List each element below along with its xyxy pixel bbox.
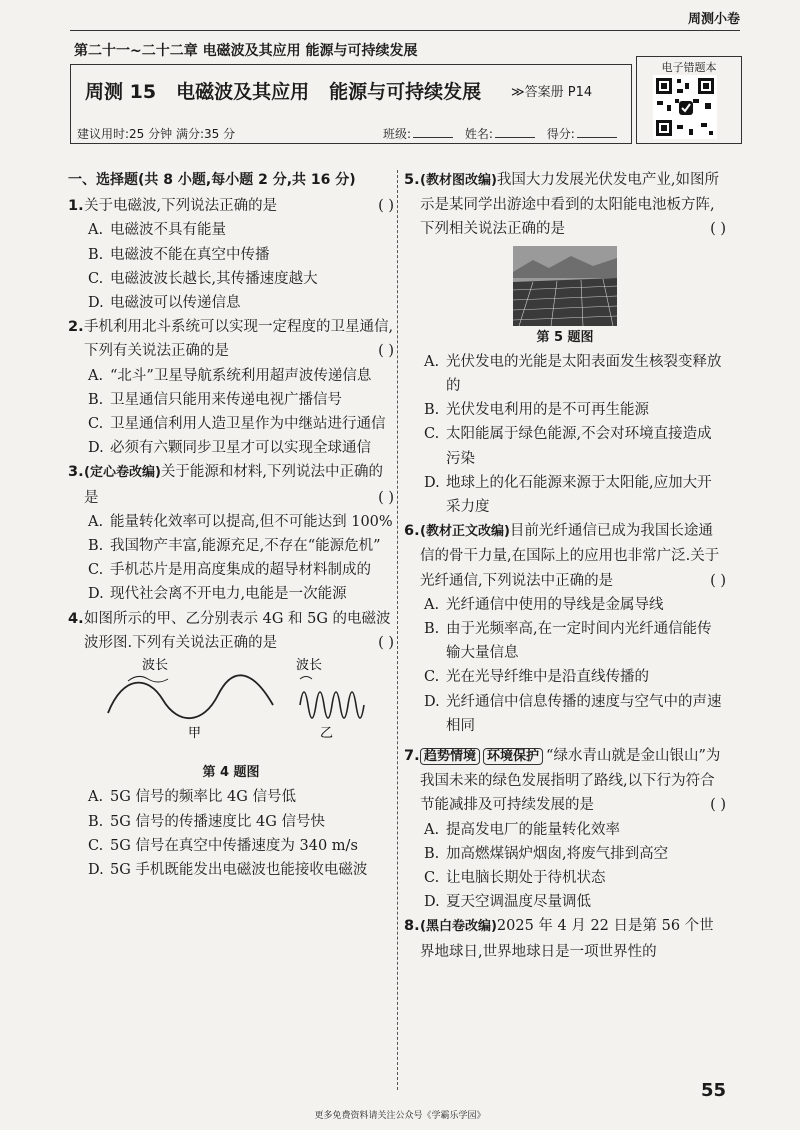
question-number: 7. — [404, 748, 420, 765]
option-6a[interactable]: A. 光纤通信中使用的导线是金属导线 — [424, 596, 664, 613]
option-4c[interactable]: C. 5G 信号在真空中传播速度为 340 m/s — [88, 837, 358, 854]
qr-box — [636, 56, 742, 144]
answer-paren[interactable]: ( ) — [378, 634, 394, 651]
option-2b[interactable]: B. 卫星通信只能用来传递电视广播信号 — [88, 391, 342, 408]
option-7b[interactable]: B. 加高燃煤锅炉烟囱,将废气排到高空 — [424, 845, 669, 862]
question-6 — [404, 519, 726, 593]
badge-trend: 趋势情境 — [420, 748, 480, 765]
source-tag: (定心卷改编) — [84, 465, 161, 481]
left-column — [68, 168, 394, 882]
score-blank[interactable] — [577, 126, 617, 138]
label-jia: 甲 — [188, 726, 202, 742]
figure-5-caption: 第 5 题图 — [536, 329, 594, 345]
answer-paren[interactable]: ( ) — [378, 489, 394, 506]
top-rule — [70, 30, 740, 31]
question-number: 5. — [404, 172, 420, 188]
question-stem: 我国大力发展光伏发电产业,如图所示是某同学出游途中看到的太阳能电池板方阵,下列相关说法正确的是 — [420, 172, 719, 238]
source-tag: (黑白卷改编) — [420, 919, 497, 935]
option-4a[interactable]: A. 5G 信号的频率比 4G 信号低 — [88, 789, 296, 806]
option-6b[interactable]: B. 由于光频率高,在一定时间内光纤通信能传输大量信息 — [424, 621, 712, 662]
question-number: 1. — [68, 198, 84, 215]
time-score: 建议用时:25 分钟 满分:35 分 — [77, 127, 236, 141]
question-1 — [68, 194, 394, 218]
question-number: 6. — [404, 523, 420, 540]
answer-paren[interactable]: ( ) — [710, 572, 726, 589]
option-5c[interactable]: C. 太阳能属于绿色能源,不会对环境直接造成污染 — [424, 426, 712, 467]
question-stem: 关于能源和材料,下列说法中正确的是 — [84, 464, 383, 506]
question-3 — [68, 460, 394, 509]
question-stem: 如图所示的甲、乙分别表示 4G 和 5G 的电磁波波形图.下列有关说法正确的是 — [84, 610, 391, 651]
qr-label: 电子错题本 — [661, 61, 717, 74]
section-heading: 一、选择题(共 8 小题,每小题 2 分,共 16 分) — [68, 172, 356, 188]
question-5 — [404, 168, 726, 242]
label-yi: 乙 — [320, 726, 334, 742]
option-5b[interactable]: B. 光伏发电利用的是不可再生能源 — [424, 402, 649, 419]
option-4d[interactable]: D. 5G 手机既能发出电磁波也能接收电磁波 — [88, 862, 368, 879]
option-3b[interactable]: B. 我国物产丰富,能源充足,不存在“能源危机” — [88, 538, 381, 555]
question-stem: 关于电磁波,下列说法正确的是 — [84, 198, 278, 215]
wave-figure — [68, 655, 394, 753]
question-number: 8. — [404, 918, 420, 935]
option-3d[interactable]: D. 现代社会离不开电力,电能是一次能源 — [88, 586, 347, 603]
class-label: 班级: — [383, 127, 412, 141]
option-4b[interactable]: B. 5G 信号的传播速度比 4G 信号快 — [88, 813, 325, 830]
option-1b[interactable]: B. 电磁波不能在真空中传播 — [88, 246, 270, 263]
corner-label: 周测小卷 — [687, 12, 740, 27]
title-part2: 能源与可持续发展 — [329, 81, 482, 103]
question-stem: “绿水青山就是金山银山”为我国未来的绿色发展指明了路线,以下行为符合节能减排及可持续发展的是 — [420, 748, 721, 814]
question-number: 2. — [68, 319, 84, 336]
option-7a[interactable]: A. 提高发电厂的能量转化效率 — [424, 821, 620, 838]
answer-paren[interactable]: ( ) — [378, 343, 394, 360]
brace-jia — [128, 676, 168, 682]
name-blank[interactable] — [495, 126, 535, 138]
option-1d[interactable]: D. 电磁波可以传递信息 — [88, 295, 241, 312]
wave-jia — [108, 675, 273, 718]
column-divider — [397, 170, 398, 1090]
question-stem: 目前光纤通信已成为我国长途通信的骨干力量,在国际上的应用也非常广泛.关于光纤通信,下列说法中正确的是 — [420, 523, 720, 589]
source-tag: (教材图改编) — [420, 173, 497, 188]
answer-paren[interactable]: ( ) — [378, 198, 394, 215]
answer-paren[interactable]: ( ) — [710, 221, 726, 238]
option-7d[interactable]: D. 夏天空调温度尽量调低 — [424, 894, 591, 911]
page-number: 55 — [700, 1080, 726, 1101]
wave-yi — [300, 692, 364, 718]
answer-paren[interactable]: ( ) — [710, 797, 726, 814]
answer-reference: ≫答案册 P14 — [511, 85, 593, 100]
page-header — [70, 34, 740, 152]
question-7 — [404, 744, 726, 818]
wave-length-label-jia: 波长 — [142, 658, 169, 674]
question-number: 3. — [68, 464, 84, 481]
footer-note: 更多免费资料请关注公众号《学霸乐学园》 — [314, 1111, 486, 1121]
question-8 — [404, 914, 726, 963]
title-part1: 电磁波及其应用 — [176, 81, 310, 103]
chapter-line: 第二十一~二十二章 电磁波及其应用 能源与可持续发展 — [74, 43, 418, 59]
option-6d[interactable]: D. 光纤通信中信息传播的速度与空气中的声速相同 — [424, 693, 722, 734]
option-2d[interactable]: D. 必须有六颗同步卫星才可以实现全球通信 — [88, 440, 371, 457]
title-code: 周测 15 — [85, 81, 157, 103]
class-blank[interactable] — [413, 126, 453, 138]
wave-length-label-yi: 波长 — [296, 658, 323, 674]
option-1a[interactable]: A. 电磁波不具有能量 — [88, 222, 226, 239]
question-4 — [68, 607, 394, 655]
figure-4-caption: 第 4 题图 — [202, 765, 260, 781]
source-tag: (教材正文改编) — [420, 524, 510, 540]
brace-yi — [300, 677, 312, 680]
question-2 — [68, 315, 394, 363]
option-3c[interactable]: C. 手机芯片是用高度集成的超导材料制成的 — [88, 562, 371, 579]
name-label: 姓名: — [464, 127, 493, 141]
option-5d[interactable]: D. 地球上的化石能源来源于太阳能,应加大开采力度 — [424, 474, 712, 516]
right-column — [404, 168, 726, 964]
option-7c[interactable]: C. 让电脑长期处于待机状态 — [424, 870, 606, 887]
exam-meta — [77, 125, 627, 142]
question-stem: 2025 年 4 月 22 日是第 56 个世界地球日,世界地球日是一项世界性的 — [420, 918, 714, 960]
page-title — [85, 77, 501, 104]
qr-code-icon[interactable] — [653, 75, 717, 139]
score-label: 得分: — [546, 127, 575, 141]
question-number: 4. — [68, 610, 84, 627]
title-box — [70, 64, 632, 144]
option-5a[interactable]: A. 光伏发电的光能是太阳表面发生核裂变释放的 — [424, 353, 722, 395]
question-stem: 手机利用北斗系统可以实现一定程度的卫星通信,下列有关说法正确的是 — [84, 319, 394, 360]
option-3a[interactable]: A. 能量转化效率可以提高,但不可能达到 100% — [88, 513, 393, 530]
option-2a[interactable]: A. “北斗”卫星导航系统利用超声波传递信息 — [88, 367, 372, 384]
solar-panel-photo — [513, 246, 617, 326]
option-1c[interactable]: C. 电磁波波长越长,其传播速度越大 — [88, 270, 318, 287]
badge-environment: 环境保护 — [483, 748, 543, 765]
option-6c[interactable]: C. 光在光导纤维中是沿直线传播的 — [424, 669, 649, 686]
option-2c[interactable]: C. 卫星通信利用人造卫星作为中继站进行通信 — [88, 416, 386, 433]
